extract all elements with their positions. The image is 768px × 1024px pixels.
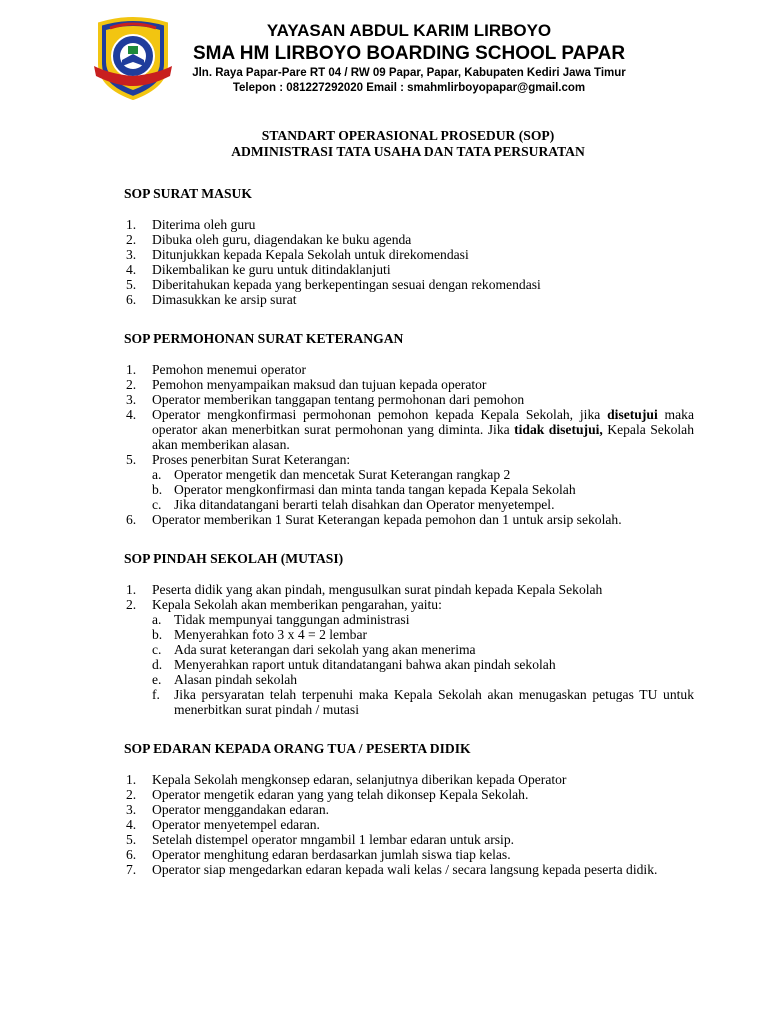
school-name: SMA HM LIRBOYO BOARDING SCHOOL PAPAR <box>192 43 626 64</box>
sub-step-letter: c. <box>152 497 162 512</box>
step-text: Dikembalikan ke guru untuk ditindaklanjuti <box>152 262 391 277</box>
school-emblem-icon <box>90 16 176 100</box>
sub-step-item <box>152 612 694 627</box>
step-item <box>124 817 694 832</box>
step-item <box>124 217 694 232</box>
section-heading: SOP PERMOHONAN SURAT KETERANGAN <box>124 331 404 346</box>
letterhead-text <box>184 14 634 96</box>
document-title-line-1: STANDART OPERASIONAL PROSEDUR (SOP) <box>261 128 555 143</box>
step-text: Operator menyetempel edaran. <box>152 817 320 832</box>
sub-step-list <box>152 467 694 512</box>
step-number: 5. <box>126 832 137 847</box>
step-number: 1. <box>126 582 137 597</box>
sub-step-item <box>152 627 694 642</box>
step-number: 2. <box>126 597 137 612</box>
step-list <box>124 772 694 877</box>
step-number: 2. <box>126 232 137 247</box>
school-contact: Telepon : 081227292020 Email : smahmlirboyopapar@gmail.com <box>232 82 586 94</box>
step-item <box>124 262 694 277</box>
step-number: 2. <box>126 787 137 802</box>
step-number: 4. <box>126 817 137 832</box>
sub-step-text: Jika persyaratan telah terpenuhi maka Kepala Sekolah akan menugaskan petugas TU untuk menerbitkan surat pindah / mutasi <box>174 687 694 717</box>
step-text: Diberitahukan kepada yang berkepentingan sesuai dengan rekomendasi <box>152 277 541 292</box>
sop-sections <box>124 186 694 877</box>
sub-step-text: Menyerahkan foto 3 x 4 = 2 lembar <box>174 627 368 642</box>
step-text: Pemohon menyampaikan maksud dan tujuan kepada operator <box>152 377 487 392</box>
step-text: Dimasukkan ke arsip surat <box>152 292 297 307</box>
school-logo <box>90 16 176 100</box>
step-item <box>124 362 694 377</box>
step-number: 6. <box>126 512 137 527</box>
section-heading: SOP SURAT MASUK <box>124 186 252 201</box>
step-item <box>124 802 694 817</box>
section-heading: SOP EDARAN KEPADA ORANG TUA / PESERTA DIDIK <box>124 741 471 756</box>
step-list <box>124 582 694 717</box>
sub-step-item <box>152 657 694 672</box>
step-number: 5. <box>126 452 137 467</box>
sub-step-letter: b. <box>152 482 163 497</box>
step-text: Operator siap mengedarkan edaran kepada wali kelas / secara langsung kepada peserta didik. <box>152 862 658 877</box>
sub-step-item <box>152 642 694 657</box>
sub-step-text: Alasan pindah sekolah <box>174 672 298 687</box>
step-number: 1. <box>126 362 137 377</box>
step-text: Operator memberikan 1 Surat Keterangan kepada pemohon dan 1 untuk arsip sekolah. <box>152 512 622 527</box>
step-list <box>124 217 694 307</box>
sub-step-text: Tidak mempunyai tanggungan administrasi <box>174 612 410 627</box>
step-item <box>124 512 694 527</box>
sub-step-letter: a. <box>152 612 162 627</box>
step-item <box>124 452 694 512</box>
step-item <box>124 232 694 247</box>
step-number: 6. <box>126 847 137 862</box>
step-number: 2. <box>126 377 137 392</box>
sub-step-list <box>152 612 694 717</box>
step-item <box>124 847 694 862</box>
sub-step-text: Ada surat keterangan dari sekolah yang akan menerima <box>174 642 476 657</box>
step-number: 3. <box>126 392 137 407</box>
step-text: Kepala Sekolah akan memberikan pengarahan, yaitu: <box>152 597 442 612</box>
step-item <box>124 377 694 392</box>
step-number: 1. <box>126 217 137 232</box>
step-list <box>124 362 694 527</box>
step-item <box>124 247 694 262</box>
step-text: Proses penerbitan Surat Keterangan: <box>152 452 351 467</box>
sub-step-text: Jika ditandatangani berarti telah disahkan dan Operator menyetempel. <box>174 497 555 512</box>
step-item <box>124 277 694 292</box>
step-number: 3. <box>126 802 137 817</box>
step-text: Operator mengetik edaran yang yang telah dikonsep Kepala Sekolah. <box>152 787 529 802</box>
step-number: 7. <box>126 862 137 877</box>
step-text: Kepala Sekolah mengkonsep edaran, selanjutnya diberikan kepada Operator <box>152 772 567 787</box>
sub-step-text: Menyerahkan raport untuk ditandatangani bahwa akan pindah sekolah <box>174 657 556 672</box>
sub-step-letter: f. <box>152 687 160 702</box>
step-number: 1. <box>126 772 137 787</box>
document-title <box>122 128 694 160</box>
sub-step-item <box>152 497 694 512</box>
step-item: 4. Operator mengkonfirmasi permohonan pemohon kepada Kepala Sekolah, jika disetujui maka operator akan menerbitkan surat permohonan yang diminta. Jika tidak disetujui, Kepala Sekolah akan memberikan alasan. <box>126 407 694 452</box>
document-body <box>124 128 694 877</box>
step-item <box>124 597 694 717</box>
step-text: Peserta didik yang akan pindah, mengusulkan surat pindah kepada Kepala Sekolah <box>152 582 603 597</box>
step-text: Dibuka oleh guru, diagendakan ke buku agenda <box>152 232 412 247</box>
sub-step-text: Operator mengetik dan mencetak Surat Keterangan rangkap 2 <box>174 467 511 482</box>
sub-step-item <box>152 672 694 687</box>
sub-step-item <box>152 467 694 482</box>
section-heading: SOP PINDAH SEKOLAH (MUTASI) <box>124 551 344 566</box>
step-number: 6. <box>126 292 137 307</box>
sub-step-letter: d. <box>152 657 163 672</box>
foundation-name: YAYASAN ABDUL KARIM LIRBOYO <box>266 21 552 40</box>
emphasis-text: disetujui <box>607 407 658 422</box>
step-item <box>124 392 694 407</box>
document-title-line-2: ADMINISTRASI TATA USAHA DAN TATA PERSURATAN <box>231 144 585 159</box>
step-item <box>124 292 694 307</box>
step-item <box>124 862 694 877</box>
sub-step-letter: b. <box>152 627 163 642</box>
step-text: Ditunjukkan kepada Kepala Sekolah untuk direkomendasi <box>152 247 469 262</box>
step-text: Diterima oleh guru <box>152 217 256 232</box>
step-item <box>124 787 694 802</box>
emphasis-text: tidak disetujui, <box>514 422 603 437</box>
step-number: 3. <box>126 247 137 262</box>
sub-step-letter: a. <box>152 467 162 482</box>
step-text: Operator memberikan tanggapan tentang permohonan dari pemohon <box>152 392 525 407</box>
letterhead <box>88 14 636 102</box>
step-text: Operator menggandakan edaran. <box>152 802 330 817</box>
step-text: Setelah distempel operator mngambil 1 lembar edaran untuk arsip. <box>152 832 515 847</box>
step-text: Operator menghitung edaran berdasarkan jumlah siswa tiap kelas. <box>152 847 511 862</box>
step-item <box>124 582 694 597</box>
step-item <box>124 832 694 847</box>
step-number: 4. <box>126 262 137 277</box>
school-address: Jln. Raya Papar-Pare RT 04 / RW 09 Papar, Papar, Kabupaten Kediri Jawa Timur <box>192 67 626 79</box>
step-number: 4. <box>126 407 137 422</box>
step-text: Pemohon menemui operator <box>152 362 307 377</box>
sub-step-item <box>152 482 694 497</box>
step-number: 5. <box>126 277 137 292</box>
sub-step-letter: e. <box>152 672 162 687</box>
step-item <box>124 772 694 787</box>
sub-step-item <box>152 687 694 717</box>
sub-step-letter: c. <box>152 642 162 657</box>
sub-step-text: Operator mengkonfirmasi dan minta tanda tangan kepada Kepala Sekolah <box>174 482 576 497</box>
